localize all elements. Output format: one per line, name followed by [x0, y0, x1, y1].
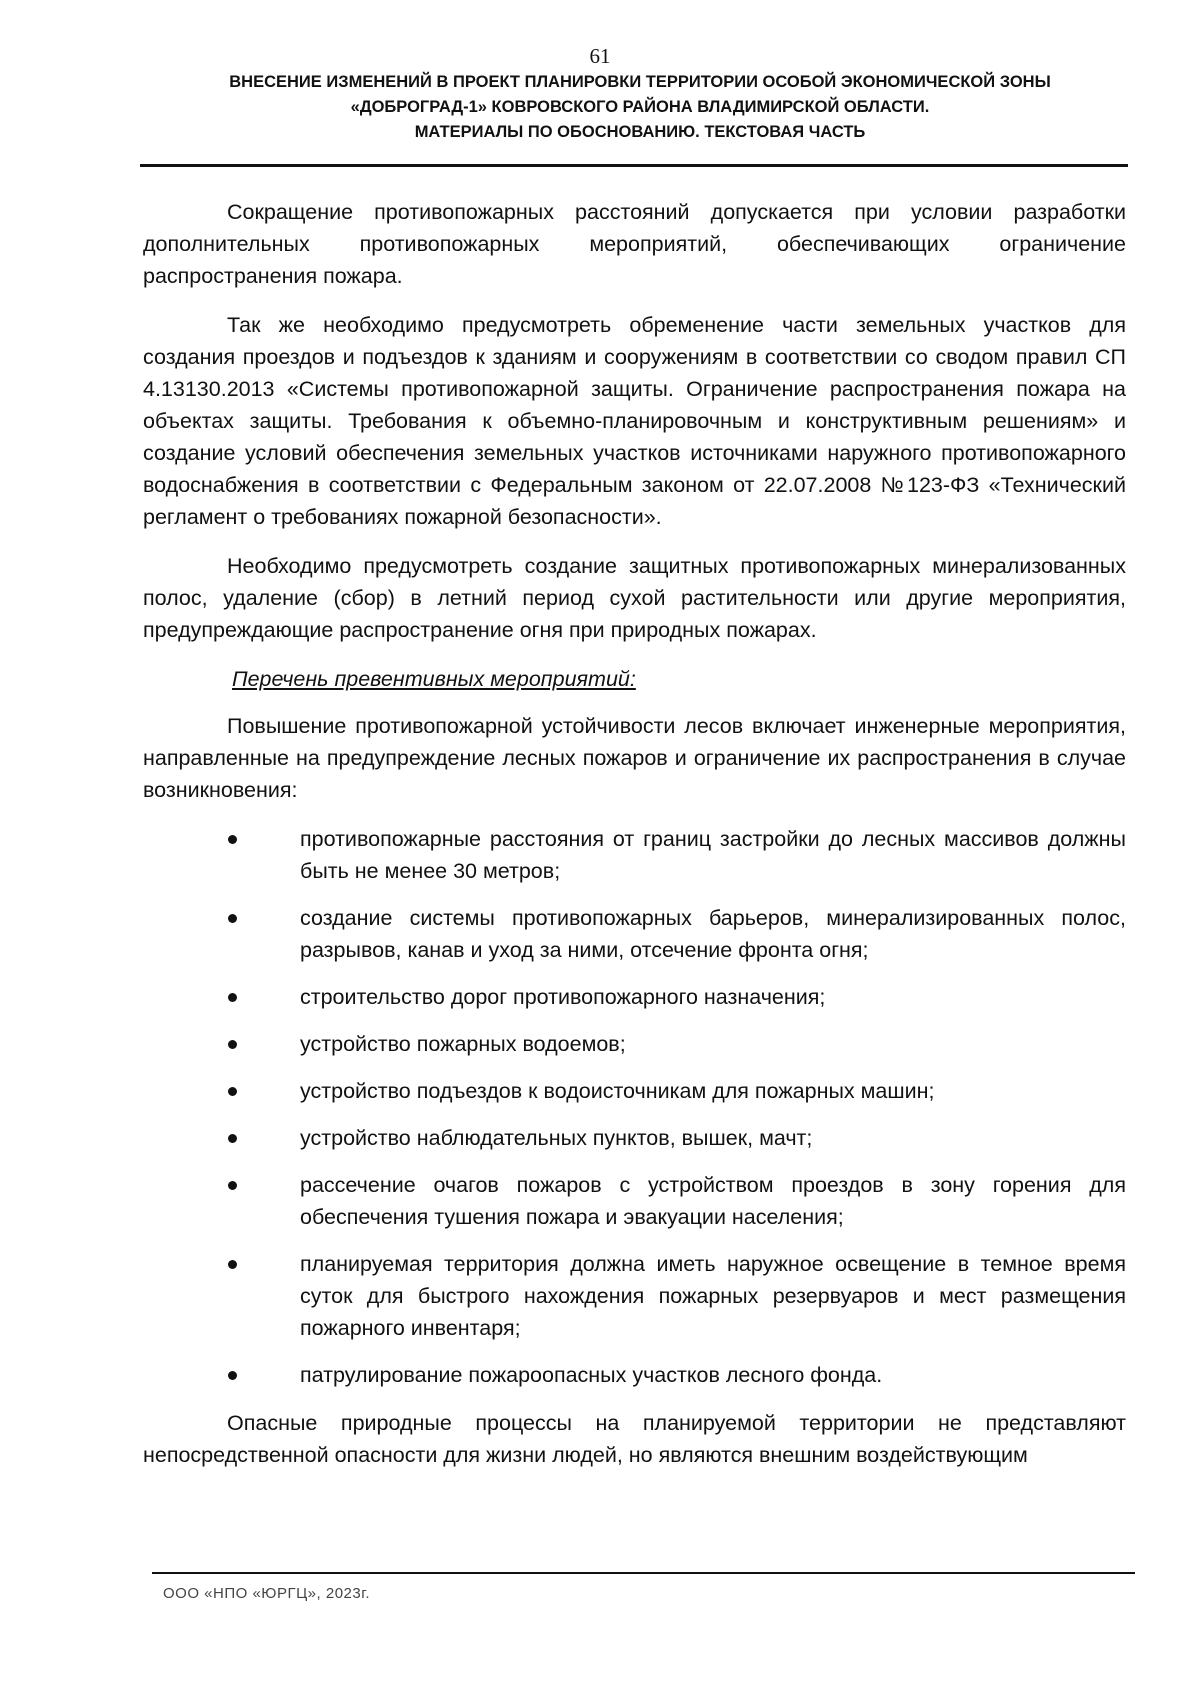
- list-item-text: устройство наблюдательных пунктов, вышек, мачт;: [300, 1126, 813, 1150]
- list-item-text: патрулирование пожароопасных участков лесного фонда.: [300, 1363, 883, 1387]
- list-item: [143, 1248, 1126, 1344]
- list-item-text: создание системы противопожарных барьеров, минерализированных полос, разрывов, канав и уход за ними, отсечение фронта огня;: [300, 906, 1126, 962]
- list-item: [143, 1359, 1126, 1391]
- bullet-icon: [228, 1181, 237, 1190]
- bullet-icon: [228, 1260, 237, 1269]
- list-item-text: устройство пожарных водоемов;: [300, 1032, 626, 1056]
- bullet-icon: [228, 1087, 237, 1096]
- header-line-3: МАТЕРИАЛЫ ПО ОБОСНОВАНИЮ. ТЕКСТОВАЯ ЧАСТЬ: [414, 123, 866, 141]
- list-item: [143, 1075, 1126, 1107]
- preventive-measures-list: [143, 823, 1126, 1391]
- list-item: [143, 981, 1126, 1013]
- header-line-2: «ДОБРОГРАД-1» КОВРОВСКОГО РАЙОНА ВЛАДИМИРСКОЙ ОБЛАСТИ.: [350, 98, 930, 116]
- bullet-icon: [228, 914, 237, 923]
- paragraph-natural-hazards: Опасные природные процессы на планируемой территории не представляют непосредственной опасности для жизни людей, но являются внешним воздействующим: [143, 1411, 1126, 1467]
- list-item: [143, 1122, 1126, 1154]
- footer-divider: [152, 1572, 1135, 1574]
- list-item: [143, 1028, 1126, 1060]
- bullet-icon: [228, 993, 237, 1002]
- list-item-text: планируемая территория должна иметь наружное освещение в темное время суток для быстрого нахождения пожарных резервуаров и мест размещения пожарного инвентаря;: [300, 1252, 1126, 1340]
- list-item-text: противопожарные расстояния от границ застройки до лесных массивов должны быть не менее 30 метров;: [300, 827, 1126, 883]
- list-item: [143, 823, 1126, 887]
- bullet-icon: [228, 1040, 237, 1049]
- paragraph-fire-distance: Сокращение противопожарных расстояний допускается при условии разработки дополнительных противопожарных мероприятий, обеспечивающих ограничение распространения пожара.: [143, 200, 1126, 288]
- bullet-icon: [228, 835, 237, 844]
- list-item: [143, 1169, 1126, 1233]
- list-item-text: строительство дорог противопожарного назначения;: [300, 985, 826, 1009]
- bullet-icon: [228, 1134, 237, 1143]
- paragraph-forest-resistance-intro: Повышение противопожарной устойчивости лесов включает инженерные мероприятия, направленные на предупреждение лесных пожаров и ограничение их распространения в случае возникновения:: [143, 714, 1126, 802]
- bullet-icon: [228, 1371, 237, 1380]
- list-item-text: рассечение очагов пожаров с устройством проездов в зону горения для обеспечения тушения пожара и эвакуации населения;: [300, 1173, 1126, 1229]
- footer-company: ООО «НПО «ЮРГЦ», 2023г.: [163, 1585, 371, 1602]
- header-line-1: ВНЕСЕНИЕ ИЗМЕНЕНИЙ В ПРОЕКТ ПЛАНИРОВКИ ТЕРРИТОРИИ ОСОБОЙ ЭКОНОМИЧЕСКОЙ ЗОНЫ: [229, 73, 1051, 91]
- list-item: [143, 902, 1126, 966]
- document-body: [143, 196, 1126, 1488]
- document-header: [145, 70, 1135, 145]
- header-divider: [140, 164, 1128, 167]
- page-number: 61: [589, 44, 611, 68]
- list-item-text: устройство подъездов к водоисточникам для пожарных машин;: [300, 1079, 935, 1103]
- paragraph-land-encumbrance: Так же необходимо предусмотреть обременение части земельных участков для создания проездов и подъездов к зданиям и сооружениям в соответствии со сводом правил СП 4.13130.2013 «Системы противопожарной защиты. Ограничение распространения пожара на объектах защиты. Требования к объемно-планировочным и конструктивным решениям» и создание условий обеспечения земельных участков источниками наружного противопожарного водоснабжения в соответствии с Федеральным законом от 22.07.2008 №123-ФЗ «Технический регламент о требованиях пожарной безопасности».: [143, 313, 1126, 529]
- preventive-measures-heading: Перечень превентивных мероприятий:: [232, 667, 636, 691]
- paragraph-mineralized-strips: Необходимо предусмотреть создание защитных противопожарных минерализованных полос, удаление (сбор) в летний период сухой растительности или другие мероприятия, предупреждающие распространение огня при природных пожарах.: [143, 554, 1126, 642]
